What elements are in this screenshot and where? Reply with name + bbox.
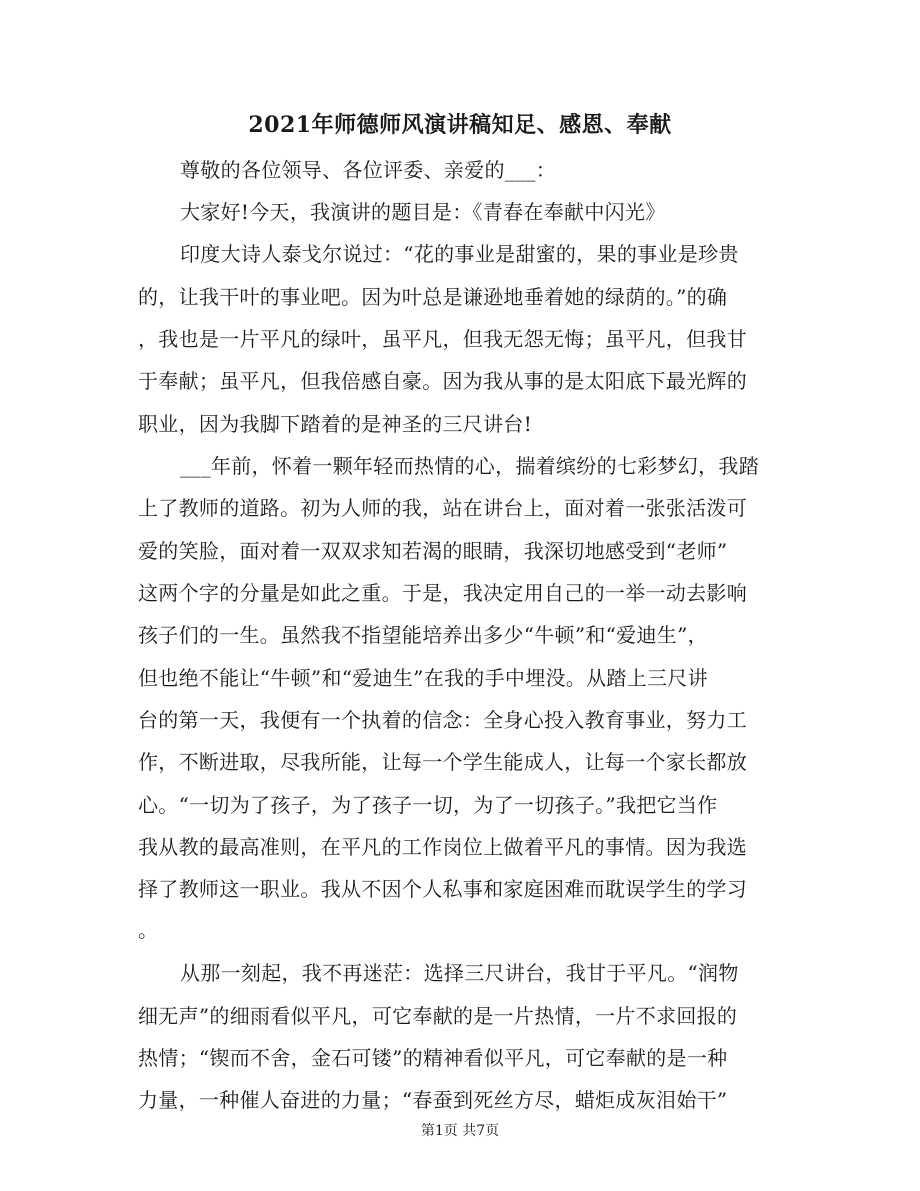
paragraph-line: 力量，一种催人奋进的力量；“春蚕到死丝方尽，蜡炬成灰泪始干” — [138, 1088, 728, 1112]
paragraph-line: 大家好!今天，我演讲的题目是：《青春在奉献中闪光》 — [180, 200, 666, 224]
paragraph-line: 这两个字的分量是如此之重。于是，我决定用自己的一举一动去影响 — [138, 581, 747, 605]
paragraph-line: 孩子们的一生。虽然我不指望能培养出多少“牛顿”和“爱迪生”， — [138, 623, 708, 647]
paragraph-line: 从那一刻起，我不再迷茫：选择三尺讲台，我甘于平凡。“润物 — [180, 961, 739, 985]
paragraph-line: 热情；“锲而不舍，金石可镂”的精神看似平凡，可它奉献的是一种 — [138, 1046, 728, 1070]
paragraph-line: ___年前，怀着一颗年轻而热情的心，揣着缤纷的七彩梦幻，我踏 — [180, 454, 759, 478]
paragraph-line: 爱的笑脸，面对着一双双求知若渴的眼睛，我深切地感受到“老师” — [138, 539, 728, 563]
paragraph-line: 细无声”的细雨看似平凡，可它奉献的是一片热情，一片不求回报的 — [138, 1004, 738, 1028]
document-title: 2021年师德师风演讲稿知足、感恩、奉献 — [248, 112, 672, 138]
paragraph-line: 我从教的最高准则，在平凡的工作岗位上做着平凡的事情。因为我选 — [138, 835, 747, 859]
paragraph-line: 尊敬的各位领导、各位评委、亲爱的___： — [180, 158, 556, 182]
paragraph-line: 的，让我干叶的事业吧。因为叶总是谦逊地垂着她的绿荫的。”的确 — [138, 285, 728, 309]
paragraph-line: 于奉献；虽平凡，但我倍感自豪。因为我从事的是太阳底下最光辉的 — [138, 369, 747, 393]
paragraph-line: ，我也是一片平凡的绿叶，虽平凡，但我无怨无悔；虽平凡，但我甘 — [138, 327, 747, 351]
paragraph-line: 但也绝不能让“牛顿”和“爱迪生”在我的手中埋没。从踏上三尺讲 — [138, 666, 708, 690]
page-number-footer: 第1页 共7页 — [420, 1123, 500, 1139]
paragraph-line: 作，不断进取，尽我所能，让每一个学生能成人，让每一个家长都放 — [138, 750, 747, 774]
paragraph-line: 。 — [138, 918, 159, 942]
paragraph-line: 台的第一天，我便有一个执着的信念：全身心投入教育事业，努力工 — [138, 708, 747, 732]
paragraph-line: 心。“一切为了孩子，为了孩子一切，为了一切孩子。”我把它当作 — [138, 793, 718, 817]
paragraph-line: 上了教师的道路。初为人师的我，站在讲台上，面对着一张张活泼可 — [138, 496, 747, 520]
paragraph-line: 职业，因为我脚下踏着的是神圣的三尺讲台! — [138, 412, 533, 436]
paragraph-line: 印度大诗人泰戈尔说过：“花的事业是甜蜜的，果的事业是珍贵 — [180, 242, 739, 266]
paragraph-line: 择了教师这一职业。我从不因个人私事和家庭困难而耽误学生的学习 — [138, 877, 747, 901]
